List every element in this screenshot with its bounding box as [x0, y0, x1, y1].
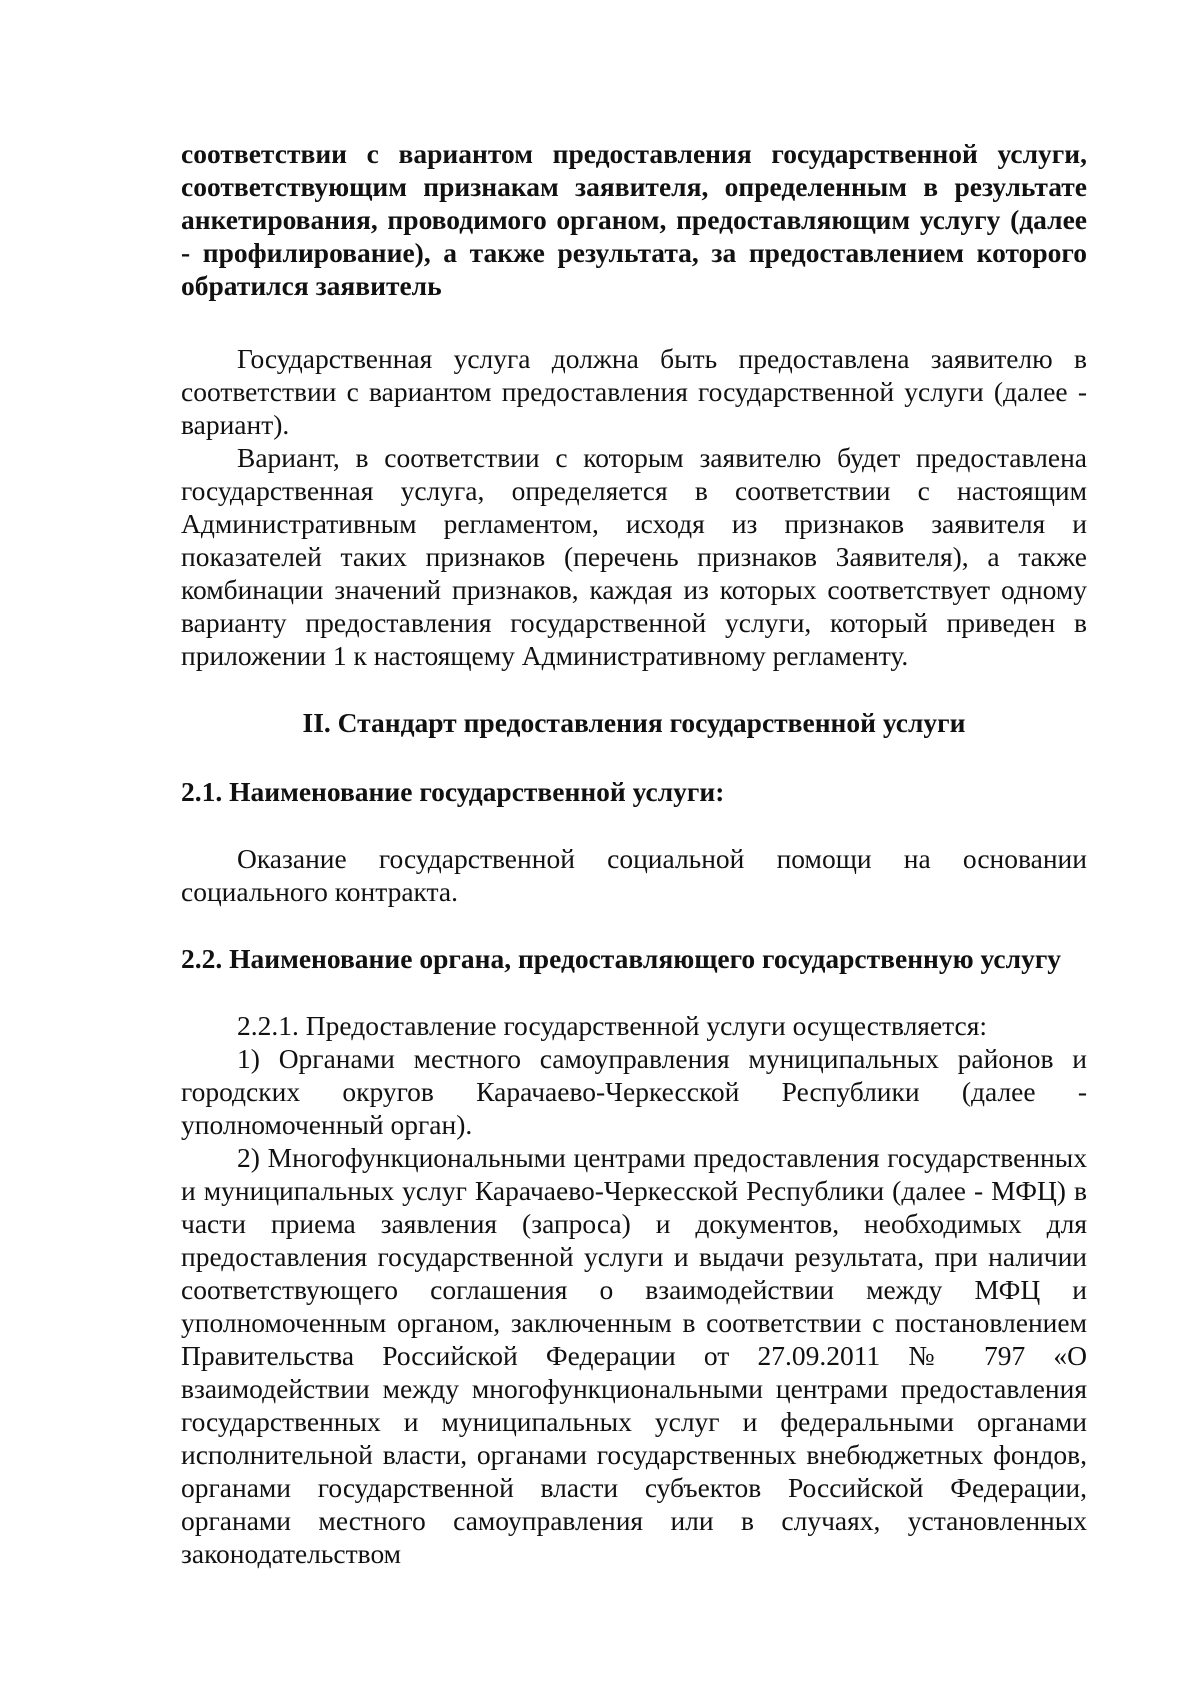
paragraph-2-1: Оказание государственной социальной помощи на основании социального контракта. — [181, 843, 1087, 907]
heading-2-1: 2.1. Наименование государственной услуги: — [181, 776, 725, 807]
paragraph-variant: Государственная услуга должна быть предоставлена заявителю в соответствии с вариантом предоставления государственной услуги (далее - вариант). — [181, 343, 1087, 440]
list-item-2: 2) Многофункциональными центрами предоставления государственных и муниципальных услуг Карачаево-Черкесской Республики (далее - МФЦ) в части приема заявления (запроса) и документов, необходимых для предоставления государственной услуги и выдачи результата, при наличии соответствующего соглашения о взаимодействии между МФЦ и уполномоченным органом, заключенным в соответствии с постановлением Правительства Российской Федерации от 27.09.2011 № 797 «О взаимодействии между многофункциональными центрами предоставления государственных и муниципальных услуг и федеральными органами исполнительной власти, органами государственных внебюджетных фондов, органами государственной власти субъектов Российской Федерации, органами местного самоуправления или в случаях, установленных законодательством — [181, 1142, 1087, 1569]
heading-2-2: 2.2. Наименование органа, предоставляющего государственную услугу — [181, 943, 1062, 974]
section-title: II. Стандарт предоставления государственной услуги — [302, 707, 966, 738]
document-page — [181, 137, 1087, 1570]
list-item-1: 1) Органами местного самоуправления муниципальных районов и городских округов Карачаево-Черкесской Республики (далее - уполномоченный орган). — [181, 1043, 1087, 1140]
paragraph-2-2-1: 2.2.1. Предоставление государственной услуги осуществляется: — [237, 1010, 987, 1041]
paragraph-variant-definition: Вариант, в соответствии с которым заявителю будет предоставлена государственная услуга, определяется в соответствии с настоящим Административным регламентом, исходя из признаков заявителя и показателей таких признаков (перечень признаков Заявителя), а также комбинации значений признаков, каждая из которых соответствует одному варианту предоставления государственной услуги, который приведен в приложении 1 к настоящему Административному регламенту. — [181, 442, 1087, 671]
intro-heading: соответствии с вариантом предоставления государственной услуги, соответствующим признакам заявителя, определенным в результате анкетирования, проводимого органом, предоставляющим услугу (далее - профилирование), а также результата, за предоставлением которого обратился заявитель — [181, 138, 1087, 301]
